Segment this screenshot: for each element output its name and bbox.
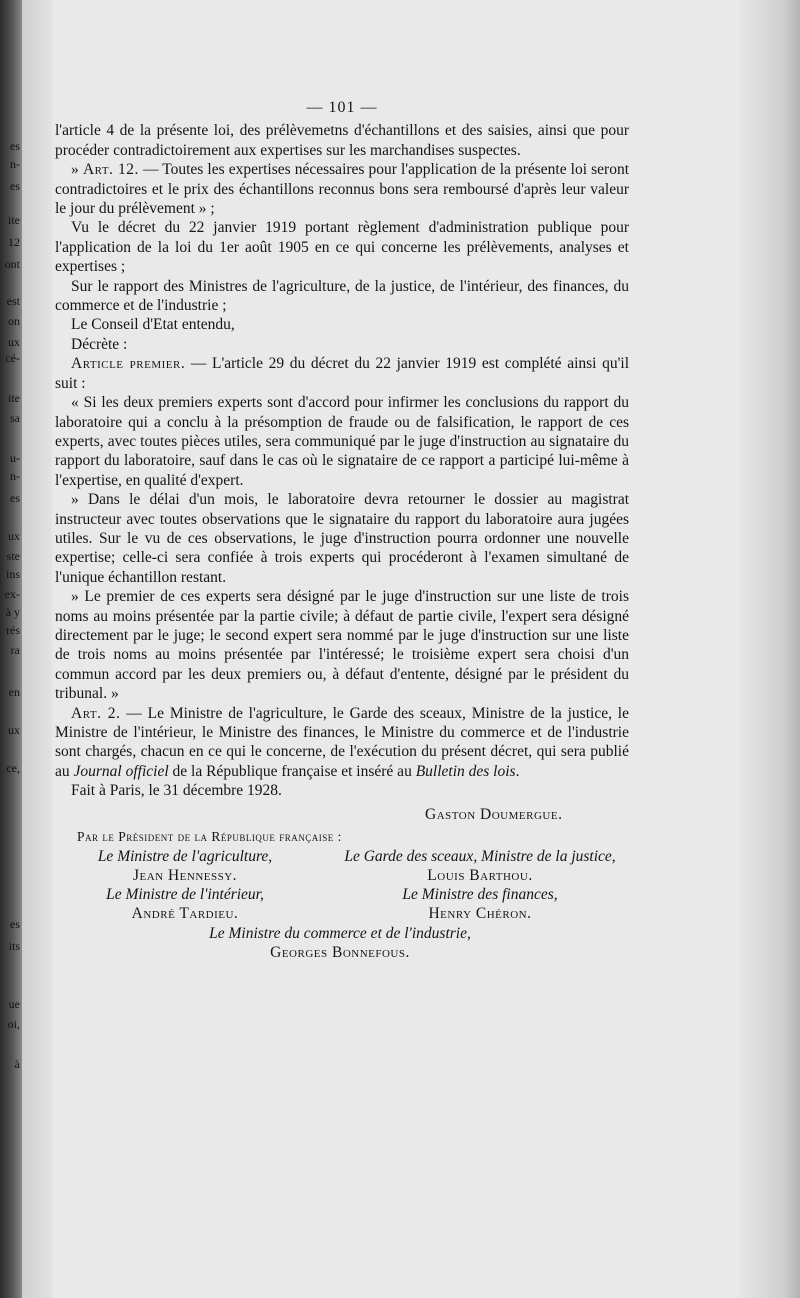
facing-page-fragment: n- xyxy=(10,469,20,483)
article-2-end: . xyxy=(515,762,520,780)
article-12-text: — Toutes les expertises nécessaires pour l'application de la présente loi seront contradictoires et le prix des échantillons reconnus bons sera remboursé d'après leur valeur le jour du prélèvement » ; xyxy=(55,161,629,218)
fait-a-paris-line: Fait à Paris, le 31 décembre 1928. xyxy=(71,782,282,800)
journal-officiel: Journal officiel xyxy=(73,762,169,780)
facing-page-fragment: es xyxy=(10,139,20,153)
facing-page-fragments xyxy=(0,0,20,1298)
facing-page-fragment: ont xyxy=(4,257,20,271)
facing-page-fragment: rés xyxy=(6,623,20,637)
page-number: — 101 — xyxy=(306,99,378,116)
facing-page-fragment: 12 xyxy=(8,235,20,249)
facing-page-fragment: en xyxy=(8,685,20,699)
facing-page-fragment: ste xyxy=(6,549,20,563)
quote-paragraph-2: » Dans le délai d'un mois, le laboratoire devra retourner le dossier au magistrat instructeur avec toutes observations que le signataire du rapport du laboratoire aura jugées utiles. Sur le vu de ces observations, le juge d'instruction pourra ordonner une nouvelle expertise; celle-ci sera confiée à trois experts qui procéderont à l'examen simultané de l'unique échantillon restant. xyxy=(55,491,629,586)
document-page xyxy=(55,98,629,975)
facing-page-fragment: u- xyxy=(10,451,20,465)
facing-page-fragment: ue xyxy=(8,997,20,1011)
article-12-paragraph xyxy=(55,160,629,218)
quote-paragraph-3: » Le premier de ces experts sera désigné par le juge d'instruction sur une liste de trois noms au moins présentée par la partie civile; à défaut de partie civile, l'expert sera désigné directement par le juge; le second expert sera nommé par le juge d'instruction sur une liste de trois noms au moins présentée par l'intéressé; le troisième expert sera choisi d'un commun accord par les deux premiers ou, à défaut d'entente, désigné par le président du tribunal. » xyxy=(55,588,629,703)
minister-agriculture-name: Jean Hennessy. xyxy=(132,866,238,884)
minister-commerce-title: Le Ministre du commerce et de l'industrie, xyxy=(209,924,471,942)
decrete-line: Décrète : xyxy=(71,335,128,353)
paragraph-continuation: l'article 4 de la présente loi, des prélèvemetns d'échantillons et des saisies, ainsi que pour procéder contradictoirement aux expertises sur les marchandises suspectes. xyxy=(55,122,629,159)
facing-page-fragment: es xyxy=(10,179,20,193)
garde-des-sceaux-title: Le Garde des sceaux, Ministre de la justice, xyxy=(344,847,616,865)
article-2-text-a: — Le Ministre de l'agriculture, le Garde des sceaux, Ministre de la justice, le Ministre de l'intérieur, le Ministre des finances, le Ministre du commerce et de l'industrie sont chargés, chacun en ce qui le concerne, de l'exécution du présent décret, qui sera publié au xyxy=(55,704,629,780)
bulletin-des-lois: Bulletin des lois xyxy=(415,762,516,780)
facing-page-fragment: ite xyxy=(8,213,20,227)
minister-finances-title: Le Ministre des finances, xyxy=(402,885,558,903)
conseil-paragraph: Le Conseil d'Etat entendu, xyxy=(71,316,235,334)
sur-le-rapport-paragraph: Sur le rapport des Ministres de l'agriculture, de la justice, de l'intérieur, des finances, du commerce et de l'industrie ; xyxy=(55,277,629,315)
garde-des-sceaux-name: Louis Barthou. xyxy=(427,866,533,884)
article-2-text-b: de la République française et inséré au xyxy=(168,762,416,780)
facing-page-fragment: est xyxy=(6,294,20,308)
page-edge-shadow xyxy=(740,0,800,1298)
article-1-text: — L'article 29 du décret du 22 janvier 1919 est complété ainsi qu'il suit : xyxy=(55,355,630,392)
facing-page-fragment: à y xyxy=(5,605,20,619)
facing-page-fragment: ins xyxy=(5,567,20,581)
facing-page-fragment: its xyxy=(8,939,20,953)
article-1-label: Article premier. xyxy=(71,355,186,373)
article-2-label: Art. 2. xyxy=(71,704,121,722)
facing-page-fragment: à xyxy=(14,1057,20,1071)
president-signature: Gaston Doumergue. xyxy=(425,805,563,823)
minister-finances-name: Henry Chéron. xyxy=(428,904,532,922)
facing-page-fragment: es xyxy=(10,491,20,505)
signature-block xyxy=(55,805,629,975)
minister-agriculture-title: Le Ministre de l'agriculture, xyxy=(97,847,273,865)
facing-page-fragment: ra xyxy=(10,643,20,657)
facing-page-fragment: ex- xyxy=(4,587,20,601)
facing-page-fragment: on xyxy=(8,314,20,328)
facing-page-fragment: sa xyxy=(10,411,20,425)
vu-paragraph: Vu le décret du 22 janvier 1919 portant règlement d'administration publique pour l'application de la loi du 1er août 1905 en ce qui concerne les prélèvements, analyses et expertises ; xyxy=(55,219,629,276)
article-12-label: » Art. 12. xyxy=(71,161,139,179)
facing-page-fragment: ce, xyxy=(6,761,20,775)
facing-page-fragment: oi, xyxy=(7,1017,20,1031)
minister-interior-name: André Tardieu. xyxy=(131,904,239,922)
facing-page-fragment: ux xyxy=(8,529,20,543)
article-2-paragraph xyxy=(55,704,629,782)
page-left-margin xyxy=(22,0,52,1298)
facing-page-fragment: ux xyxy=(8,335,20,349)
facing-page-fragment: n- xyxy=(10,157,20,171)
quote-paragraph-1: « Si les deux premiers experts sont d'accord pour infirmer les conclusions du rapport du laboratoire qui a conclu à la présomption de fraude ou de falsification, le rapport de ces experts, avec toutes pièces utiles, sera communiqué par le juge d'instruction au signataire du rapport du laboratoire, sauf dans le cas où le signataire de ce rapport a participé lui-même à l'expertise, en qualité d'expert. xyxy=(55,394,629,489)
facing-page-fragment: ux xyxy=(8,723,20,737)
par-le-president-line: Par le Président de la République française : xyxy=(77,828,342,844)
article-1-paragraph xyxy=(55,354,629,393)
minister-commerce-name: Georges Bonnefous. xyxy=(270,943,410,961)
minister-interior-title: Le Ministre de l'intérieur, xyxy=(106,885,264,903)
facing-page-fragment: es xyxy=(10,917,20,931)
facing-page-fragment: ite xyxy=(8,391,20,405)
facing-page-fragment: cé- xyxy=(5,351,20,365)
